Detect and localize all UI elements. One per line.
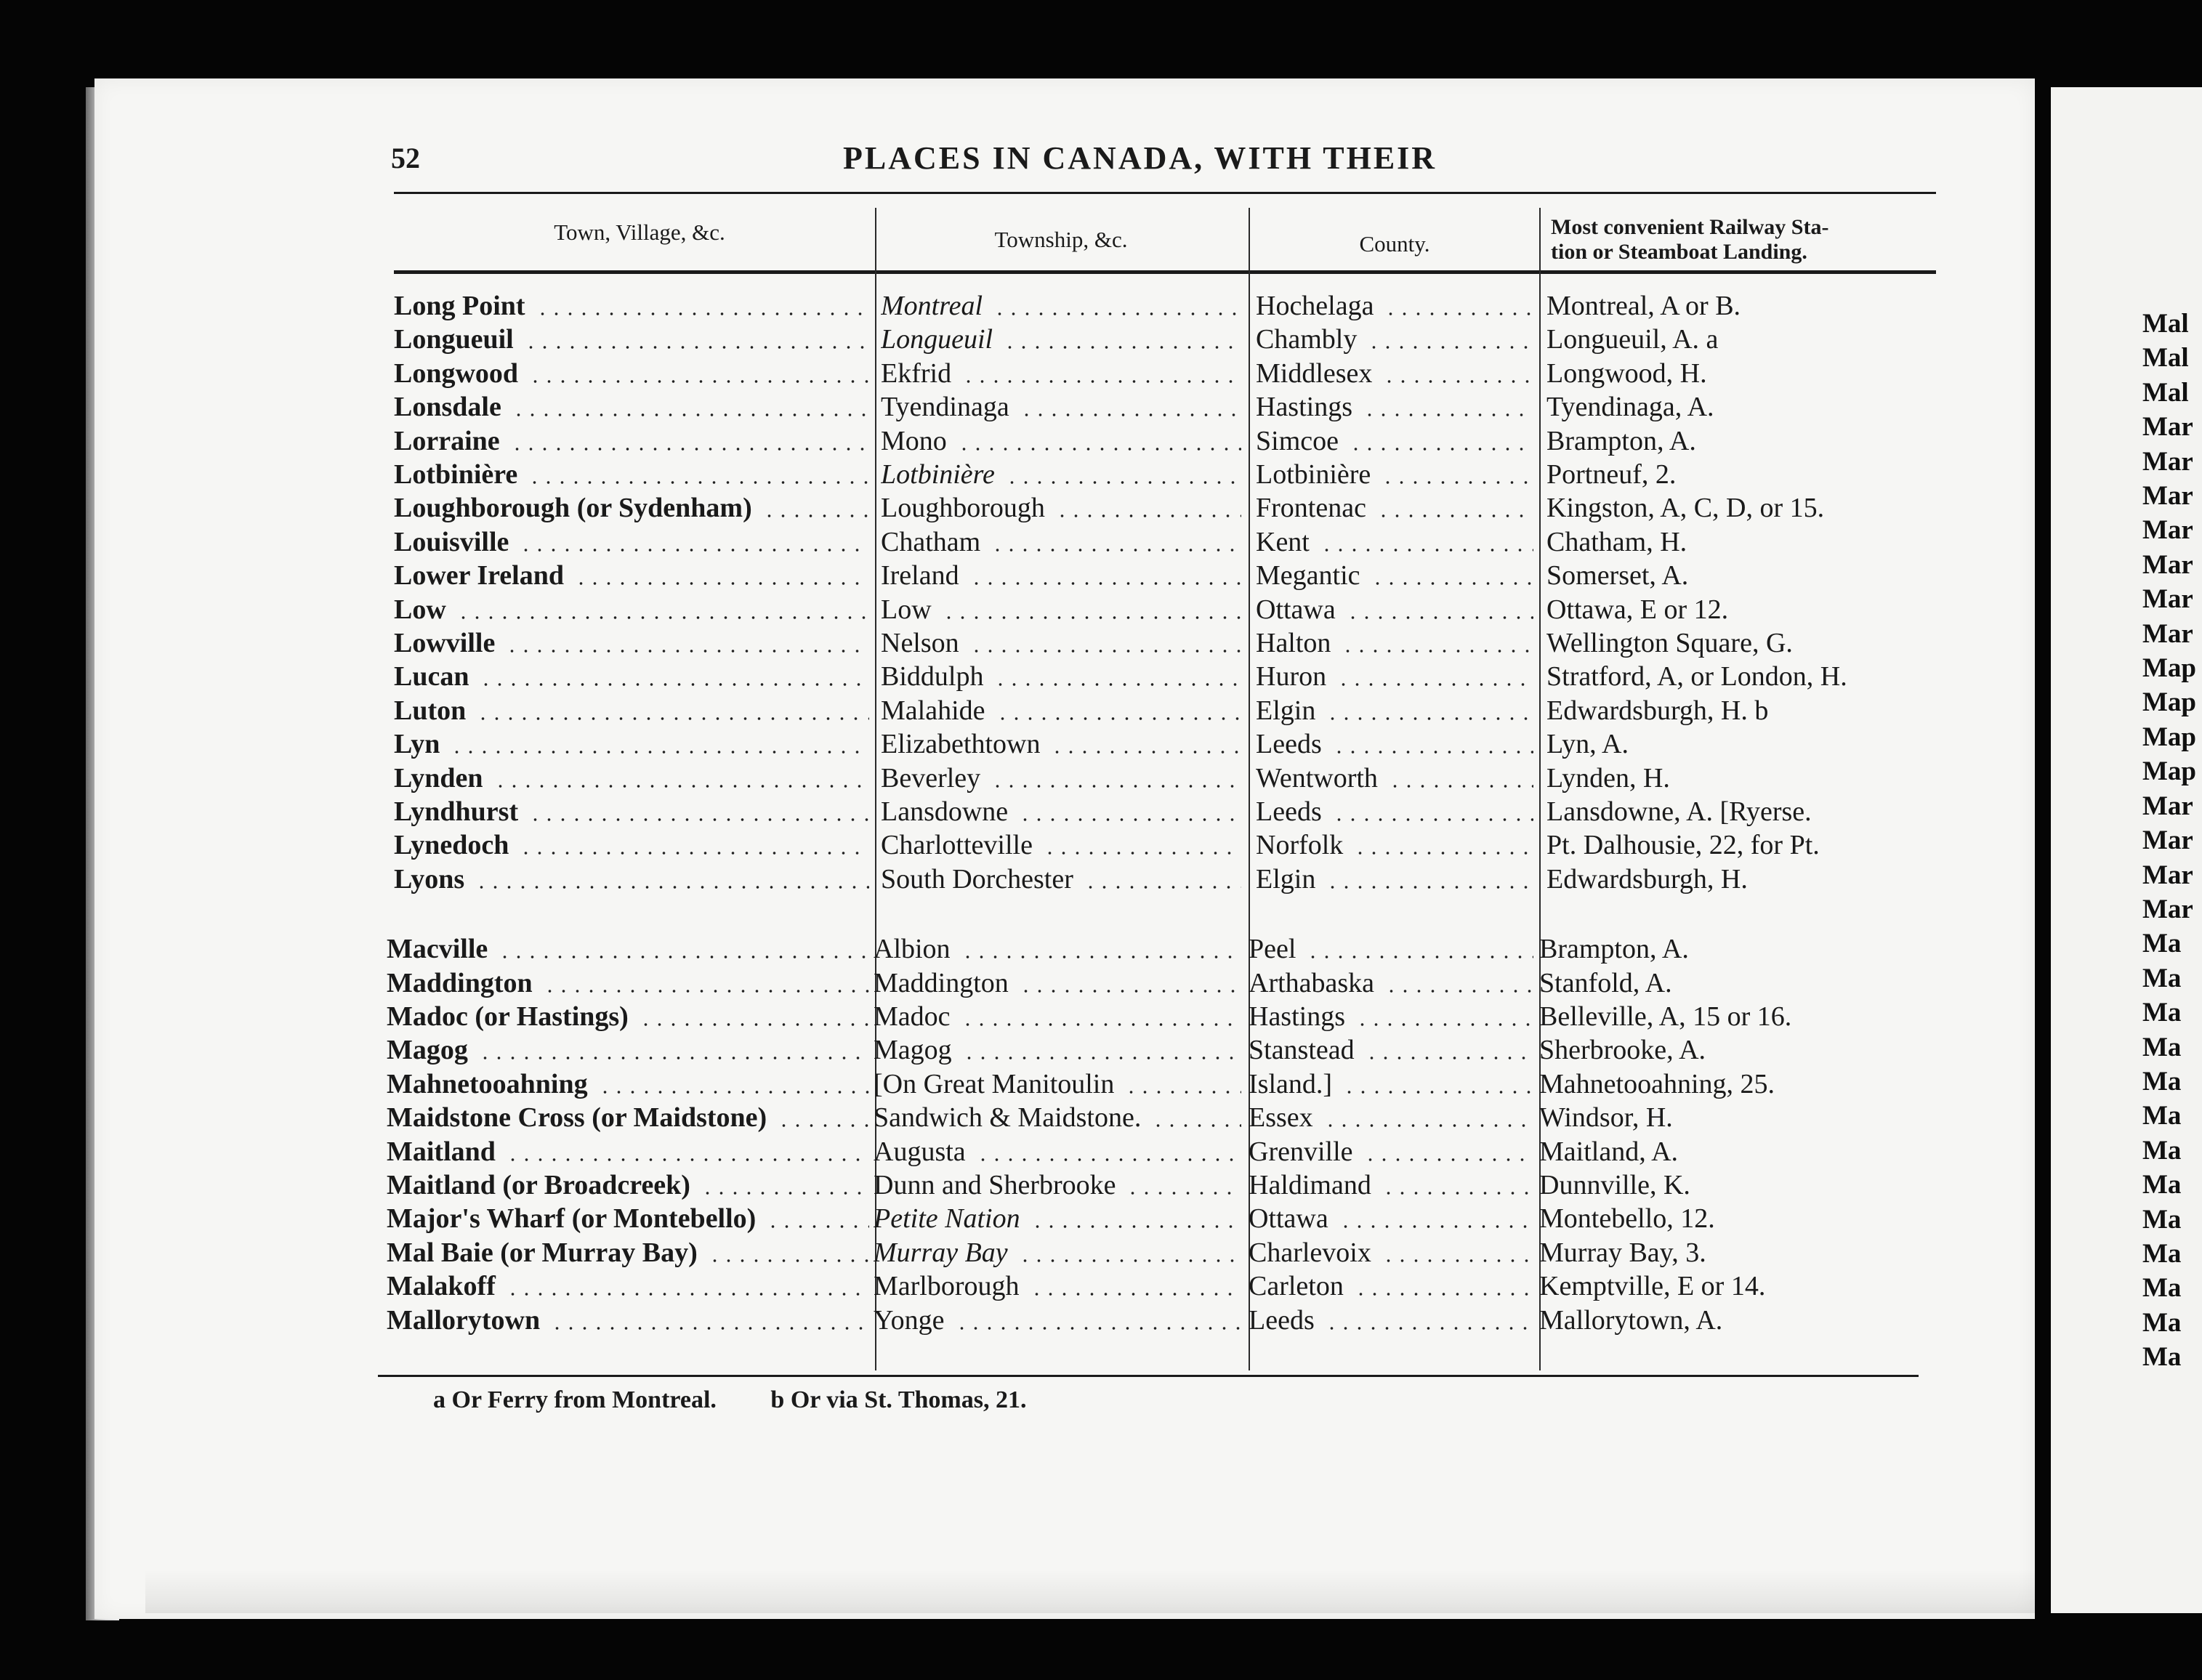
dot-leader <box>528 818 869 821</box>
dot-leader <box>528 481 869 484</box>
dot-leader <box>598 1091 869 1094</box>
cell-township: Nelson <box>881 628 959 658</box>
next-page-fragment: Ma <box>2142 1238 2182 1269</box>
dot-leader <box>961 1023 1241 1026</box>
dot-leader <box>1363 1158 1533 1161</box>
cell-county: Peel <box>1249 934 1296 965</box>
dot-leader <box>1363 413 1533 416</box>
next-page-fragment: Mar <box>2142 618 2193 649</box>
table-row <box>0 1269 2202 1304</box>
dot-leader <box>1323 1124 1533 1127</box>
cell-township: Lansdowne <box>881 796 1009 827</box>
cell-station: Portneuf, 2. <box>1546 459 1677 490</box>
cell-township: Longueuil <box>881 324 993 355</box>
cell-station: Mahnetooahning, 25. <box>1539 1068 1775 1099</box>
dot-leader <box>1382 1259 1533 1262</box>
table-row <box>0 966 2202 1001</box>
cell-county: Ottawa <box>1249 1203 1328 1235</box>
dot-leader <box>701 1192 869 1195</box>
cell-county: Lotbinière <box>1256 459 1371 490</box>
dot-leader <box>493 785 869 788</box>
next-page-fragment: Ma <box>2142 963 2182 993</box>
table-row <box>0 1033 2202 1067</box>
dot-leader <box>777 1124 869 1127</box>
dot-leader <box>1031 1225 1241 1228</box>
dot-leader <box>450 751 869 754</box>
dot-leader <box>1018 1259 1241 1262</box>
page-number: 52 <box>391 142 420 174</box>
cell-county: Middlesex <box>1256 358 1373 389</box>
table-row <box>0 491 2202 525</box>
cell-township: Augusta <box>874 1136 966 1167</box>
table-row <box>0 660 2202 694</box>
dot-leader <box>1055 514 1241 517</box>
table-row <box>0 863 2202 897</box>
footnote-a: a Or Ferry from Montreal. <box>433 1386 717 1413</box>
dot-leader <box>1342 1091 1533 1094</box>
dot-leader <box>708 1259 869 1262</box>
cell-township: Petite Nation <box>874 1203 1020 1235</box>
dot-leader <box>1353 852 1533 855</box>
next-page-fragment: Mar <box>2142 825 2193 856</box>
cell-township: Biddulph <box>881 661 984 692</box>
cell-township: Beverley <box>881 762 981 793</box>
cell-station: Dunnville, K. <box>1539 1170 1690 1200</box>
dot-leader <box>1030 1293 1241 1296</box>
dot-leader <box>1346 616 1533 619</box>
cell-station: Murray Bay, 3. <box>1539 1237 1706 1268</box>
cell-county: Ottawa <box>1256 594 1336 625</box>
dot-leader <box>766 1225 869 1228</box>
table-row <box>0 1236 2202 1270</box>
dot-leader <box>991 549 1241 552</box>
next-page-fragment: Ma <box>2142 1066 2182 1097</box>
cell-station: Lansdowne, A. [Ryerse. <box>1546 796 1812 827</box>
table-row <box>0 1304 2202 1338</box>
table-row <box>0 1135 2202 1169</box>
dot-leader <box>1084 886 1241 889</box>
table-row <box>0 626 2202 661</box>
cell-station: Brampton, A. <box>1546 425 1696 456</box>
dot-leader <box>762 514 869 517</box>
cell-town: Major's Wharf (or Montebello) <box>387 1203 757 1235</box>
cell-town: Lyons <box>394 863 465 894</box>
table-row <box>0 525 2202 560</box>
dot-leader <box>993 312 1241 315</box>
next-page-fragment: Mal <box>2142 377 2189 408</box>
cell-township: Elizabethtown <box>881 729 1041 760</box>
footnotes <box>433 1386 1074 1414</box>
cell-county: Leeds <box>1249 1304 1315 1336</box>
next-page-fragment: Mar <box>2142 515 2193 546</box>
next-page-fragment: Ma <box>2142 929 2182 959</box>
cell-town: Lyn <box>394 729 440 760</box>
table-row <box>0 932 2202 966</box>
table-row <box>0 357 2202 391</box>
dot-leader <box>1376 514 1533 517</box>
cell-county: Hochelaga <box>1256 291 1374 321</box>
table-row <box>0 1168 2202 1203</box>
cell-station: Longwood, H. <box>1546 358 1707 389</box>
cell-station: Lynden, H. <box>1546 762 1670 793</box>
dot-leader <box>512 413 869 416</box>
cell-town: Maidstone Cross (or Maidstone) <box>387 1102 767 1134</box>
dot-leader <box>506 1293 869 1296</box>
next-page-fragment: Ma <box>2142 998 2182 1028</box>
next-page-fragment: Ma <box>2142 1135 2182 1166</box>
dot-leader <box>991 785 1241 788</box>
cell-county: Carleton <box>1249 1271 1344 1302</box>
dot-leader <box>1020 413 1241 416</box>
cell-township: [On Great Manitoulin <box>874 1068 1115 1099</box>
cell-county: Hastings <box>1249 1001 1345 1032</box>
dot-leader <box>1382 1192 1533 1195</box>
dot-leader <box>969 582 1241 585</box>
cell-township: Albion <box>874 934 951 965</box>
cell-township: Murray Bay <box>874 1237 1008 1268</box>
next-page-fragment: Ma <box>2142 1204 2182 1235</box>
cell-township: Chatham <box>881 526 981 557</box>
cell-town: Lotbinière <box>394 459 518 490</box>
next-page-fragment: Ma <box>2142 1307 2182 1338</box>
cell-station: Sherbrooke, A. <box>1539 1035 1706 1066</box>
next-page-fragment: Map <box>2142 653 2196 684</box>
dot-leader <box>639 1023 869 1026</box>
cell-station: Ottawa, E or 12. <box>1546 594 1729 625</box>
dot-leader <box>1019 990 1241 993</box>
dot-leader <box>1371 582 1533 585</box>
dot-leader <box>955 1327 1241 1330</box>
dot-leader <box>1003 346 1241 349</box>
top-rule <box>394 192 1936 194</box>
table-row <box>0 323 2202 357</box>
dot-leader <box>1382 380 1533 383</box>
page-shadow <box>145 1570 2035 1613</box>
cell-county: Wentworth <box>1256 762 1378 793</box>
cell-county: Island.] <box>1249 1068 1333 1099</box>
dot-leader <box>505 650 869 653</box>
next-page-fragment: Mal <box>2142 309 2189 339</box>
cell-town: Madoc (or Hastings) <box>387 1001 629 1032</box>
dot-leader <box>1339 1225 1533 1228</box>
table-row <box>0 1067 2202 1102</box>
cell-county: Charlevoix <box>1249 1237 1371 1268</box>
dot-leader <box>1381 481 1533 484</box>
dot-leader <box>1018 818 1241 821</box>
dot-leader <box>574 582 869 585</box>
cell-station: Longueuil, A. a <box>1546 324 1719 355</box>
dot-leader <box>550 1327 869 1330</box>
cell-station: Montebello, 12. <box>1539 1203 1715 1235</box>
dot-leader <box>456 616 869 619</box>
cell-township: Lotbinière <box>881 459 995 490</box>
cell-county: Elgin <box>1256 863 1316 894</box>
next-page-fragment: Ma <box>2142 1342 2182 1373</box>
dot-leader <box>1384 990 1533 993</box>
table-row <box>0 390 2202 424</box>
cell-town: Lynden <box>394 762 483 793</box>
cell-township: Dunn and Sherbrooke <box>874 1170 1116 1200</box>
cell-county: Haldimand <box>1249 1170 1371 1200</box>
header-bottom-rule <box>394 270 1936 274</box>
cell-county: Elgin <box>1256 695 1316 726</box>
dot-leader <box>1341 650 1533 653</box>
next-page-fragment: Mar <box>2142 481 2193 512</box>
table-row <box>0 424 2202 459</box>
dot-leader <box>957 448 1241 451</box>
table-row <box>0 828 2202 863</box>
dot-leader <box>475 886 869 889</box>
cell-county: Frontenac <box>1256 493 1366 524</box>
table-row <box>0 727 2202 762</box>
cell-town: Lucan <box>394 661 469 692</box>
table-row <box>0 694 2202 728</box>
next-page-fragment: Mar <box>2142 549 2193 580</box>
cell-county: Leeds <box>1256 796 1322 827</box>
cell-township: Mono <box>881 425 947 456</box>
dot-leader <box>476 717 869 720</box>
cell-township: Malahide <box>881 695 985 726</box>
dot-leader <box>1332 818 1533 821</box>
next-page-fragment: Mar <box>2142 446 2193 477</box>
next-page-fragment: Ma <box>2142 1101 2182 1131</box>
dot-leader <box>1326 886 1533 889</box>
cell-station: Kingston, A, C, D, or 15. <box>1546 493 1825 524</box>
dot-leader <box>962 1057 1241 1059</box>
cell-town: Longwood <box>394 358 519 389</box>
cell-county: Halton <box>1256 628 1331 658</box>
dot-leader <box>536 312 869 315</box>
cell-township: Madoc <box>874 1001 951 1032</box>
next-page-fragment: Mar <box>2142 584 2193 615</box>
dot-leader <box>1388 785 1533 788</box>
cell-town: Lyndhurst <box>394 796 519 827</box>
cell-town: Lonsdale <box>394 392 501 423</box>
cell-township: Tyendinaga <box>881 392 1009 423</box>
table-row <box>0 593 2202 627</box>
cell-county: Kent <box>1256 526 1310 557</box>
table-row <box>0 1101 2202 1135</box>
dot-leader <box>1355 1023 1533 1026</box>
dot-leader <box>1367 346 1533 349</box>
cell-county: Megantic <box>1256 560 1360 591</box>
cell-station: Montreal, A or B. <box>1546 291 1741 321</box>
cell-town: Lowville <box>394 628 496 658</box>
cell-township: Loughborough <box>881 493 1045 524</box>
cell-station: Wellington Square, G. <box>1546 628 1793 658</box>
cell-station: Tyendinaga, A. <box>1546 392 1714 423</box>
cell-town: Maitland (or Broadcreek) <box>387 1170 690 1200</box>
cell-township: Ireland <box>881 560 959 591</box>
cell-township: Low <box>881 594 932 625</box>
next-page-fragment: Mal <box>2142 343 2189 373</box>
next-page-fragment: Mar <box>2142 412 2193 443</box>
dot-leader <box>1332 751 1533 754</box>
cell-town: Louisville <box>394 526 509 557</box>
table-bottom-rule <box>378 1375 1919 1377</box>
cell-town: Longueuil <box>394 324 514 355</box>
dot-leader <box>976 1158 1241 1161</box>
next-page-fragment: Map <box>2142 687 2196 718</box>
cell-station: Pt. Dalhousie, 22, for Pt. <box>1546 830 1820 861</box>
cell-town: Macville <box>387 934 488 965</box>
cell-town: Lynedoch <box>394 830 509 861</box>
cell-station: Maitland, A. <box>1539 1136 1679 1167</box>
cell-station: Edwardsburgh, H. <box>1546 863 1748 894</box>
cell-county: Simcoe <box>1256 425 1339 456</box>
table-row <box>0 762 2202 796</box>
cell-township: Marlborough <box>874 1271 1020 1302</box>
cell-town: Malakoff <box>387 1271 496 1302</box>
dot-leader <box>1384 312 1533 315</box>
dot-leader <box>498 956 869 958</box>
dot-leader <box>1005 481 1241 484</box>
cell-town: Mallorytown <box>387 1304 541 1336</box>
cell-town: Low <box>394 594 446 625</box>
cell-station: Windsor, H. <box>1539 1102 1673 1134</box>
dot-leader <box>543 990 869 993</box>
dot-leader <box>1050 751 1241 754</box>
cell-town: Loughborough (or Sydenham) <box>394 493 752 524</box>
cell-station: Mallorytown, A. <box>1539 1304 1723 1336</box>
cell-town: Magog <box>387 1035 468 1066</box>
dot-leader <box>942 616 1241 619</box>
dot-leader <box>506 1158 869 1161</box>
cell-station: Stratford, A, or London, H. <box>1546 661 1847 692</box>
table-row <box>0 795 2202 829</box>
cell-town: Lower Ireland <box>394 560 564 591</box>
cell-station: Lyn, A. <box>1546 729 1629 760</box>
cell-county: Leeds <box>1256 729 1322 760</box>
cell-town: Mal Baie (or Murray Bay) <box>387 1237 698 1268</box>
column-header-township: Township, &c. <box>994 227 1128 252</box>
cell-county: Grenville <box>1249 1136 1353 1167</box>
dot-leader <box>510 448 869 451</box>
table-row <box>0 559 2202 593</box>
dot-leader <box>1326 717 1533 720</box>
cell-township: Maddington <box>874 967 1009 998</box>
dot-leader <box>993 683 1241 686</box>
dot-leader <box>478 1057 869 1059</box>
cell-county: Hastings <box>1256 392 1352 423</box>
cell-township: Yonge <box>874 1304 945 1336</box>
dot-leader <box>961 380 1241 383</box>
dot-leader <box>1354 1293 1533 1296</box>
cell-station: Stanfold, A. <box>1539 967 1672 998</box>
footnote-b: b Or via St. Thomas, 21. <box>770 1386 1027 1413</box>
cell-township: Charlotteville <box>881 830 1033 861</box>
dot-leader <box>519 852 869 855</box>
dot-leader <box>1124 1091 1241 1094</box>
next-page-fragment: Ma <box>2142 1170 2182 1200</box>
column-header-station-line1: Most convenient Railway Sta- <box>1551 215 1829 239</box>
cell-township: Sandwich & Maidstone. <box>874 1102 1142 1134</box>
table-row <box>0 289 2202 323</box>
column-header-town: Town, Village, &c. <box>554 219 725 245</box>
cell-town: Long Point <box>394 291 525 321</box>
column-header-county: County. <box>1359 231 1430 257</box>
table-row <box>0 458 2202 492</box>
dot-leader <box>996 717 1241 720</box>
cell-station: Chatham, H. <box>1546 526 1687 557</box>
cell-station: Edwardsburgh, H. b <box>1546 695 1769 726</box>
running-head: PLACES IN CANADA, WITH THEIR <box>843 140 1437 176</box>
dot-leader <box>1306 956 1533 958</box>
dot-leader <box>479 683 869 686</box>
cell-town: Mahnetooahning <box>387 1068 588 1099</box>
cell-station: Kemptville, E or 14. <box>1539 1271 1766 1302</box>
next-page-fragment: Map <box>2142 722 2196 752</box>
dot-leader <box>1320 549 1533 552</box>
dot-leader <box>961 956 1241 958</box>
cell-county: Chambly <box>1256 324 1358 355</box>
cell-town: Maitland <box>387 1136 496 1167</box>
cell-township: Ekfrid <box>881 358 952 389</box>
dot-leader <box>1043 852 1241 855</box>
cell-station: Brampton, A. <box>1539 934 1689 965</box>
dot-leader <box>1349 448 1533 451</box>
table-row <box>0 1000 2202 1034</box>
dot-leader <box>1126 1192 1241 1195</box>
cell-station: Somerset, A. <box>1546 560 1689 591</box>
cell-township: Magog <box>874 1035 952 1066</box>
cell-township: South Dorchester <box>881 863 1073 894</box>
cell-town: Luton <box>394 695 467 726</box>
cell-county: Stanstead <box>1249 1035 1355 1066</box>
dot-leader <box>1325 1327 1533 1330</box>
dot-leader <box>1151 1124 1241 1127</box>
cell-station: Belleville, A, 15 or 16. <box>1539 1001 1792 1032</box>
cell-town: Lorraine <box>394 425 500 456</box>
table-row <box>0 1202 2202 1236</box>
dot-leader <box>528 380 869 383</box>
cell-town: Maddington <box>387 967 533 998</box>
cell-township: Montreal <box>881 291 983 321</box>
cell-county: Norfolk <box>1256 830 1344 861</box>
cell-county: Arthabaska <box>1249 967 1375 998</box>
next-page-fragment: Ma <box>2142 1273 2182 1304</box>
cell-county: Huron <box>1256 661 1327 692</box>
next-page-fragment: Mar <box>2142 860 2193 890</box>
dot-leader <box>969 650 1241 653</box>
dot-leader <box>1336 683 1533 686</box>
dot-leader <box>1365 1057 1533 1059</box>
column-header-station <box>1551 215 1929 264</box>
dot-leader <box>519 549 869 552</box>
cell-county: Essex <box>1249 1102 1313 1134</box>
next-page-fragment: Ma <box>2142 1032 2182 1062</box>
next-page-fragment: Mar <box>2142 894 2193 924</box>
next-page-fragment: Map <box>2142 756 2196 787</box>
column-header-station-line2: tion or Steamboat Landing. <box>1551 240 1807 264</box>
dot-leader <box>524 346 869 349</box>
next-page-fragment: Mar <box>2142 791 2193 821</box>
